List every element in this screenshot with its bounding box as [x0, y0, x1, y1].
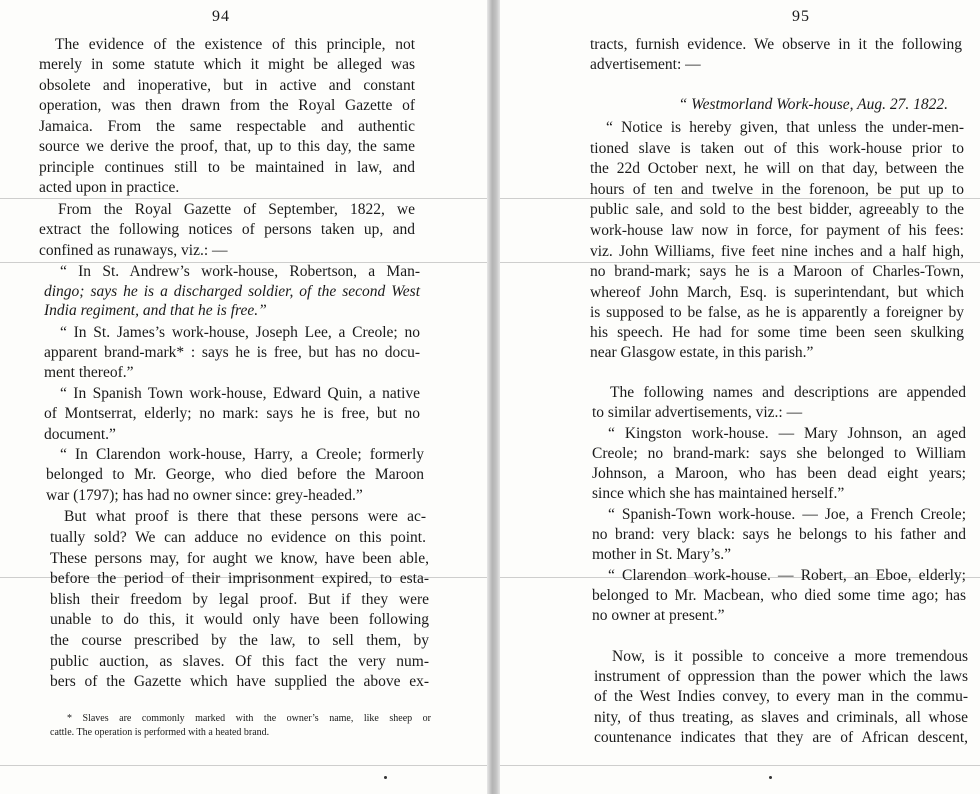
text-line: These persons may, for aught we know, have been able,	[50, 550, 429, 567]
text-line: nity, of thus treating, as slaves and criminals, all whose	[594, 709, 968, 726]
text-line: Creole; no brand-mark: says she belonged to William	[592, 445, 966, 462]
scan-rule	[0, 198, 487, 199]
text-line: viz. John Williams, five feet nine inches and a half high,	[590, 243, 964, 260]
page-number: 95	[792, 8, 810, 25]
text-line: “ In St. Andrew’s work-house, Robertson, a Man-	[60, 263, 420, 280]
text-line: confined as runaways, viz.: —	[39, 242, 228, 259]
text-line: the course prescribed by the law, to sell them, by	[50, 632, 429, 649]
text-line: work-house law now in force, for payment of his fees:	[590, 222, 964, 239]
text-line: is supposed to be false, as he is apparently a foreigner by	[590, 304, 964, 321]
text-line: bers of the Gazette which have supplied the above ex-	[50, 673, 429, 690]
text-line: countenance indicates that they are of African descent,	[594, 729, 968, 746]
text-line: dingo; says he is a discharged soldier, of the second West	[44, 283, 420, 300]
text-line: “ Clarendon work-house. — Robert, an Eboe, elderly;	[608, 567, 966, 584]
text-line: belonged to Mr. George, who died before the Maroon	[46, 466, 424, 483]
text-line: ment thereof.”	[44, 364, 134, 381]
text-line: “ Westmorland Work-house, Aug. 27. 1822.	[678, 96, 948, 113]
footnote-line: cattle. The operation is performed with a heated brand.	[50, 727, 270, 738]
text-line: Jamaica. From the same respectable and authentic	[39, 118, 415, 135]
text-line: “ Notice is hereby given, that unless the under-men-	[606, 119, 964, 136]
text-line: unable to do this, it would only have been following	[50, 611, 429, 628]
text-line: blish their freedom by legal proof. But if they were	[50, 591, 429, 608]
text-line: “ In St. James’s work-house, Joseph Lee, a Creole; no	[60, 324, 420, 341]
text-line: operation, was then drawn from the Royal Gazette of	[39, 97, 415, 114]
text-line: extract the following notices of persons taken up, and	[39, 221, 415, 238]
text-line: Now, is it possible to conceive a more tremendous	[612, 648, 968, 665]
text-line: merely in some statute which it might be alleged was	[39, 56, 415, 73]
text-line: public auction, as slaves. Of this fact the very num-	[50, 653, 429, 670]
text-line: of the West Indies convey, to every man in the commu-	[594, 688, 968, 705]
text-line: apparent brand-mark* : says he is free, but has no docu-	[44, 344, 420, 361]
text-line: instrument of oppression than the power which the laws	[594, 668, 968, 685]
text-line: the 22d October next, he will on that day, between the	[590, 160, 964, 177]
text-line: acted upon in practice.	[39, 179, 180, 196]
text-line: India regiment, and that he is free.”	[44, 302, 267, 319]
text-line: principle continues still to be maintained in law, and	[39, 159, 415, 176]
scan-rule	[500, 765, 980, 766]
text-line: “ In Clarendon work-house, Harry, a Creole; formerly	[60, 446, 424, 463]
text-line: no owner at present.”	[592, 607, 725, 624]
text-line: no brand-mark; says he is a Maroon of Charles-Town,	[590, 263, 964, 280]
text-line: “ Kingston work-house. — Mary Johnson, an aged	[608, 425, 966, 442]
text-line: belonged to Mr. Macbean, who died some time ago; has	[592, 587, 966, 604]
text-line: no brand: very black: says he belongs to his father and	[592, 526, 966, 543]
text-line: But what proof is there that these persons were ac-	[64, 508, 426, 525]
text-line: public sale, and sold to the best bidder, agreeably to the	[590, 201, 964, 218]
book-gutter	[487, 0, 500, 794]
text-line: to similar advertisements, viz.: —	[592, 404, 803, 421]
footnote-line: * Slaves are commonly marked with the owner’s name, like sheep or	[67, 713, 431, 724]
scan-speck	[384, 776, 387, 779]
text-line: mother in St. Mary’s.”	[592, 546, 732, 563]
text-line: The following names and descriptions are appended	[610, 384, 966, 401]
text-line: hours of ten and twelve in the forenoon, be put up to	[590, 181, 964, 198]
page-number: 94	[212, 8, 230, 25]
text-line: “ Spanish-Town work-house. — Joe, a French Creole;	[608, 506, 966, 523]
text-line: The evidence of the existence of this principle, not	[55, 36, 415, 53]
scan-rule	[0, 765, 487, 766]
text-line: since which she has maintained herself.”	[592, 485, 845, 502]
text-line: advertisement: —	[590, 56, 701, 73]
text-line: war (1797); has had no owner since: grey-headed.”	[46, 487, 363, 504]
text-line: Johnson, a Maroon, who has been dead eight years;	[592, 465, 966, 482]
text-line: before the period of their imprisonment expired, to esta-	[50, 570, 429, 587]
text-line: From the Royal Gazette of September, 1822, we	[58, 201, 415, 218]
scan-speck	[769, 776, 772, 779]
text-line: tually sold? We can adduce no evidence on this point.	[50, 529, 426, 546]
text-line: obsolete and inoperative, but in active and constant	[39, 77, 415, 94]
text-line: tracts, furnish evidence. We observe in it the following	[590, 36, 962, 53]
text-line: source we derive the proof, that, up to this day, the same	[39, 138, 415, 155]
text-line: “ In Spanish Town work-house, Edward Quin, a native	[60, 385, 420, 402]
text-line: document.”	[44, 426, 116, 443]
text-line: his speech. He had for some time been seen skulking	[590, 324, 964, 341]
text-line: whereof John March, Esq. is superintendant, but which	[590, 284, 964, 301]
text-line: of Montserrat, elderly; no mark: says he is free, but no	[44, 405, 420, 422]
text-line: tioned slave is taken out of this work-house prior to	[590, 140, 964, 157]
text-line: near Glasgow estate, in this parish.”	[590, 344, 814, 361]
